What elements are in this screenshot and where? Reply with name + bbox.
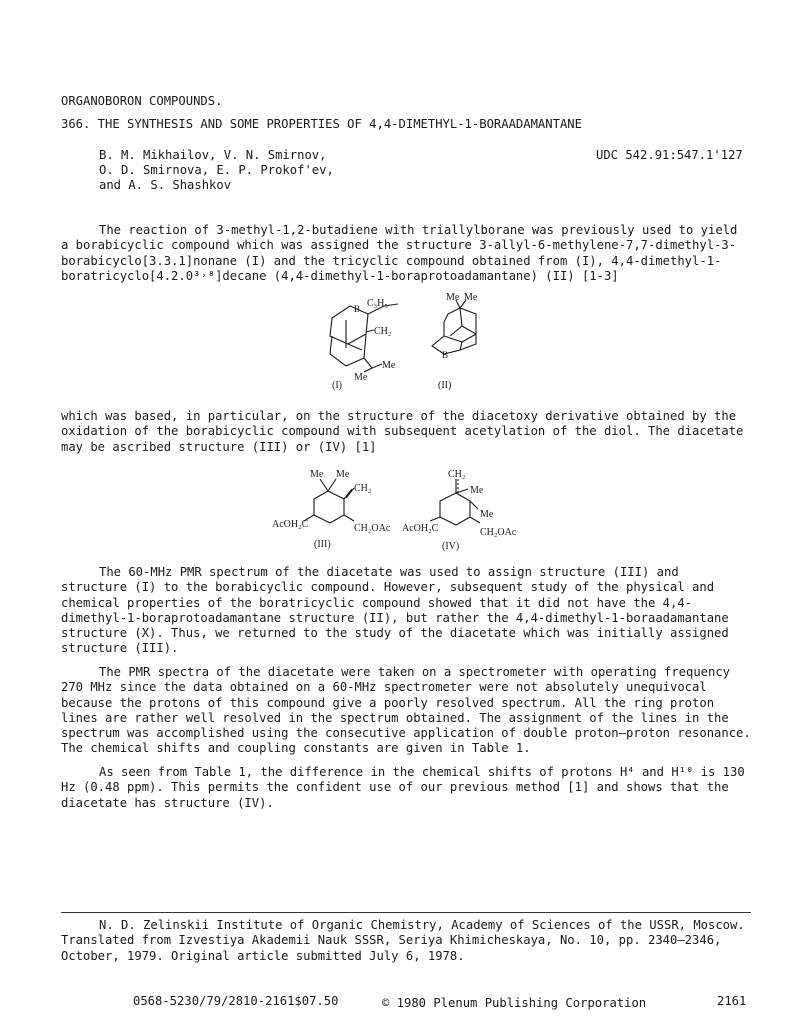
boron-atom-label: B	[354, 304, 361, 314]
acetoxymethyl-label: CH₂OAc	[480, 527, 517, 538]
methyl-label: Me	[480, 509, 494, 520]
acetoxymethyl-label: CH₂OAc	[354, 523, 391, 534]
acetoxymethyl-label: AcOH₂C	[402, 523, 439, 534]
paragraph-4: The PMR spectra of the diacetate were taken on a spectrometer with operating frequency 270 MHz since the data obtained on a 60-MHz spectrometer were not absolutely unequivocal because the protons of this compound give a poorly resolved spectrum. All the ring proton lines are rather well resolved in the spectrum obtained. The assignment of the lines in the spectrum was accomplished using the consecutive application of double proton—proton resonance. The chemical shifts and coupling constants are given in Table 1.	[61, 665, 751, 756]
author-line: O. D. Smirnova, E. P. Prokof'ev,	[99, 163, 334, 177]
methyl-label: Me	[310, 469, 324, 480]
methyl-label: Me	[470, 485, 484, 496]
compound-label-IV: (IV)	[442, 541, 460, 552]
compound-label-II: (II)	[438, 380, 452, 391]
author-line: B. M. Mikhailov, V. N. Smirnov,	[99, 148, 327, 162]
compound-label-I: (I)	[332, 380, 342, 391]
article-title: 366. THE SYNTHESIS AND SOME PROPERTIES OF 4,4-DIMETHYL-1-BORAADAMANTANE	[61, 117, 582, 131]
methyl-label: Me	[354, 372, 368, 383]
author-line: and A. S. Shashkov	[99, 178, 232, 192]
footnote-divider	[61, 912, 751, 913]
section-heading: ORGANOBORON COMPOUNDS.	[61, 94, 223, 108]
methyl-label: Me	[464, 292, 478, 303]
article-code: 0568-5230/79/2810-2161$07.50	[133, 994, 339, 1008]
ch2-group: CH₂	[448, 469, 466, 480]
methyl-label: Me	[336, 469, 350, 480]
ch2-group: CH₂	[374, 326, 392, 337]
ch2-group: CH₂	[354, 483, 372, 494]
paragraph-2: which was based, in particular, on the structure of the diacetoxy derivative obtained by the oxidation of the borabicyclic compound with subsequent acetylation of the diol. The diacetate may be ascribed structure (III) or (IV) [1]	[61, 409, 744, 454]
methyl-label: Me	[446, 292, 460, 303]
paragraph-3: The 60-MHz PMR spectrum of the diacetate was used to assign structure (III) and structure (I) to the borabicyclic compound. However, subsequent study of the physical and chemical properties of the boratricyclic compound showed that it did not have the 4,4-dimethyl-1-boraprotoadamantane structure (II), but rather the 4,4-dimethyl-1-boraadamantane structure (X). Thus, we returned to the study of the diacetate which was initially assigned structure (III).	[61, 565, 729, 656]
acetoxymethyl-label: AcOH₂C	[272, 519, 309, 530]
paragraph-5: As seen from Table 1, the difference in the chemical shifts of protons H⁴ and H¹⁰ is 130 Hz (0.48 ppm). This permits the confident use of our previous method [1] and shows that the diacetate has structure (IV).	[61, 765, 745, 810]
udc-code: UDC 542.91:547.1'127	[596, 148, 743, 162]
copyright-notice: © 1980 Plenum Publishing Corporation	[382, 996, 647, 1010]
c3h5-group: C₃H₅	[367, 298, 388, 309]
affiliation-note: N. D. Zelinskii Institute of Organic Chemistry, Academy of Sciences of the USSR, Moscow. Translated from Izvestiya Akademii Nauk SSSR, Seriya Khimicheskaya, No. 10, pp. 2340–2346, October, 1979. Original article submitted July 6, 1978.	[61, 918, 745, 963]
structure-scheme-2	[268, 465, 540, 553]
boron-atom-label: B	[442, 350, 449, 360]
compound-label-III: (III)	[314, 539, 331, 550]
methyl-label: Me	[382, 360, 396, 371]
page-number: 2161	[717, 994, 747, 1008]
paragraph-1: The reaction of 3-methyl-1,2-butadiene with triallylborane was previously used to yield a borabicyclic compound which was assigned the structure 3-allyl-6-methylene-7,7-dimethyl-3-borabicyclo[3.3.1]nonane (I) and the tricyclic compound obtained from (I), 4,4-dimethyl-1-boratricyclo[4.2.0³˒⁸]decane (4,4-dimethyl-1-boraprotoadamantane) (II) [1-3]	[61, 223, 738, 283]
structure-scheme-1	[300, 292, 510, 392]
